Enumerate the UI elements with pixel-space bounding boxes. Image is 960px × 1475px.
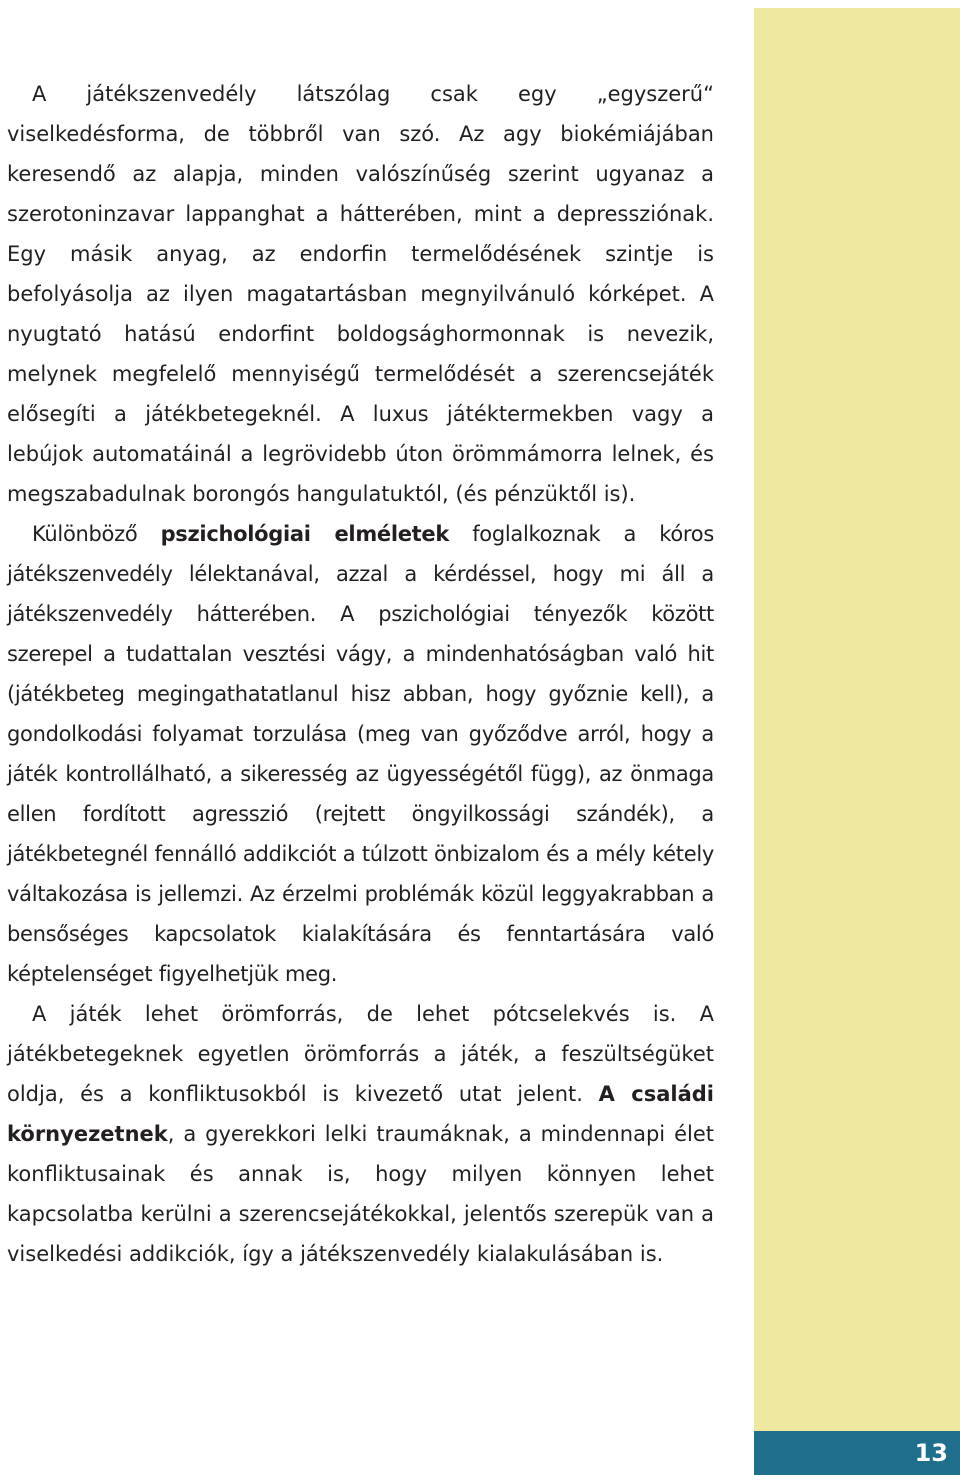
- paragraph-1-text: A játékszenvedély látszólag csak egy „egyszerű“ viselkedésforma, de többről van szó. Az agy biokémiájában keresendő az alapja, minden valószínűség szerint ugyanaz a szerotoninzavar lappanghat a hátterében, mint a depressziónak. Egy másik anyag, az endorfin termelődésének szintje is befolyásolja az ilyen magatartásban megnyilvánuló kórképet. A nyugtató hatású endorfint boldogsághormonnak is nevezik, melynek megfelelő mennyiségű termelődését a szerencsejáték elősegíti a játékbetegeknél. A luxus játéktermekben vagy a lebújok automatáinál a legrövidebb úton örömmámorra lelnek, és megszabadulnak borongós hangulatuktól, (és pénzüktől is).: [7, 82, 714, 506]
- paragraph-1: [7, 74, 714, 514]
- page-number: 13: [914, 1439, 948, 1467]
- paragraph-2-text-b: foglalkoznak a kóros játékszenvedély lélektanával, azzal a kérdéssel, hogy mi áll a játékszenvedély hátterében. A pszichológiai tényezők között szerepel a tudattalan vesztési vágy, a mindenhatóságban való hit (játékbeteg megingathatatlanul hisz abban, hogy győznie kell), a gondolkodási folyamat torzulása (meg van győződve arról, hogy a játék kontrollálható, a sikeresség az ügyességétől függ), az önmaga ellen fordított agresszió (rejtett öngyilkossági szándék), a játékbetegnél fennálló addikciót a túlzott önbizalom és a mély kétely váltakozása is jellemzi. Az érzelmi problémák közül leggyakrabban a bensőséges kapcsolatok kialakítására és fenntartására való képtelenséget figyelhetjük meg.: [7, 522, 714, 986]
- paragraph-3-text-b: , a gyerekkori lelki traumáknak, a mindennapi élet konfliktusainak és annak is, hogy milyen könnyen lehet kapcsolatba kerülni a szerencsejátékokkal, jelentős szerepük van a viselkedési addikciók, így a játékszenvedély kialakulásában is.: [7, 1122, 714, 1266]
- paragraph-3-text-a: A játék lehet örömforrás, de lehet pótcselekvés is. A játékbetegeknek egyetlen örömforrás a játék, a feszültségüket oldja, és a konfliktusokból is kivezető utat jelent.: [7, 1002, 714, 1106]
- paragraph-2: [7, 514, 714, 994]
- paragraph-3: [7, 994, 714, 1274]
- side-color-band: [754, 8, 960, 1475]
- page-number-box: [754, 1431, 960, 1475]
- body-text: [7, 74, 714, 1274]
- paragraph-2-text-a: Különböző: [32, 522, 161, 546]
- paragraph-3-emphasis: A családi környezetnek: [7, 1082, 714, 1146]
- paragraph-2-emphasis: pszichológiai elméletek: [160, 522, 450, 546]
